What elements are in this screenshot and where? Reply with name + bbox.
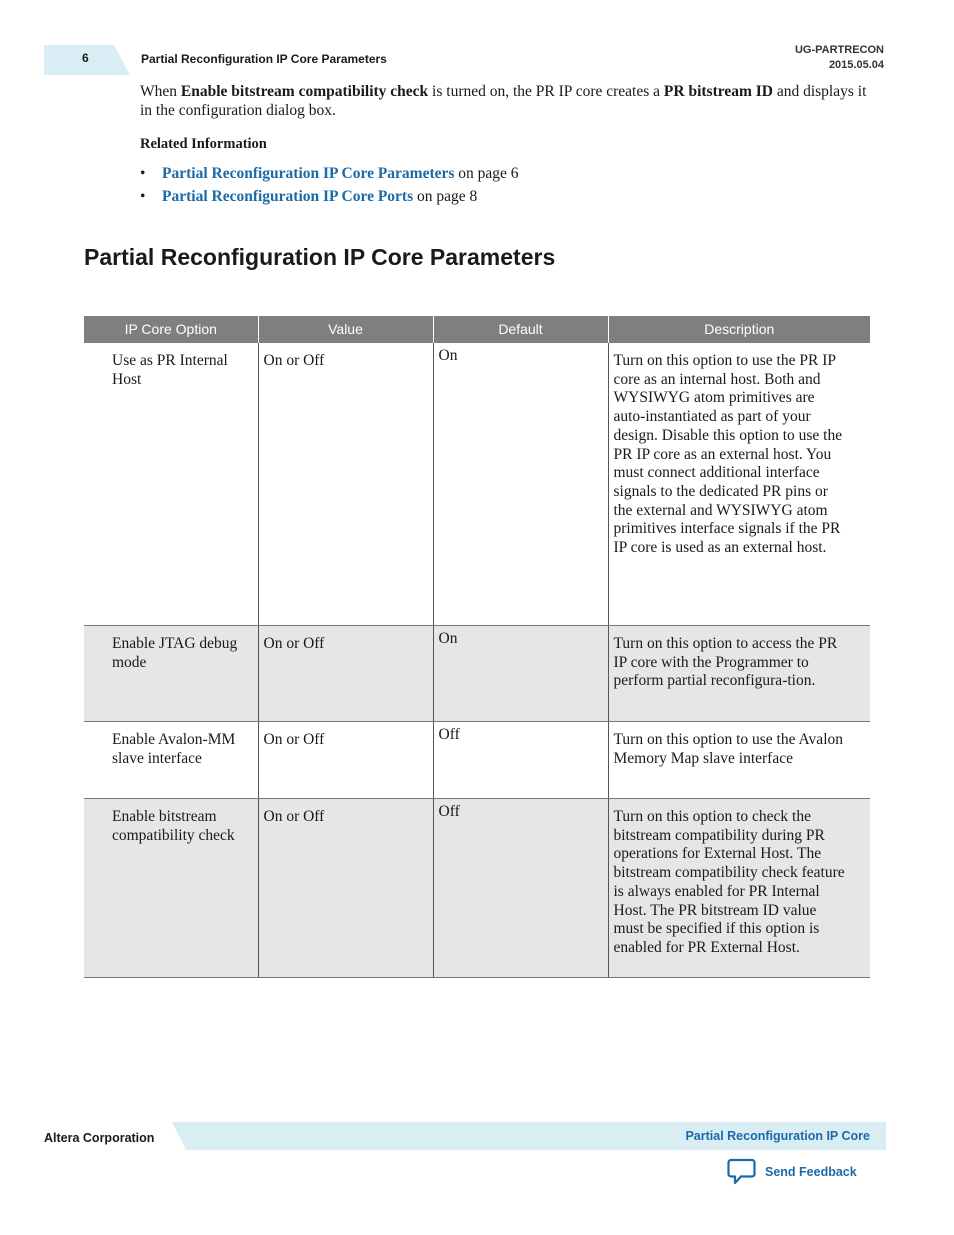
speech-bubble-icon — [727, 1158, 756, 1185]
doc-date: 2015.05.04 — [828, 59, 884, 71]
column-header-option: IP Core Option — [84, 316, 258, 343]
column-header-value: Value — [258, 316, 433, 343]
footer-company: Altera Corporation — [44, 1131, 155, 1145]
send-feedback-label[interactable]: Send Feedback — [765, 1164, 857, 1179]
related-links-list — [140, 164, 519, 210]
table-row — [84, 343, 870, 626]
cell-description: Turn on this option to check the bitstream compatibility during PR operations for External Host. The bitstream compatibility check feature is always enabled for PR Internal Host. The PR bitstream ID value must be specified if this option is enabled for PR External Host. — [608, 799, 870, 978]
table-row — [84, 799, 870, 978]
cell-option: Use as PR Internal Host — [84, 343, 258, 626]
cell-default: Off — [433, 799, 608, 978]
cell-default: On — [433, 343, 608, 626]
doc-id: UG-PARTRECON — [794, 44, 884, 56]
link-ip-core-parameters[interactable]: Partial Reconfiguration IP Core Parameters — [162, 165, 455, 182]
intro-bold-id: PR bitstream ID — [663, 83, 773, 100]
link-ip-core-ports[interactable]: Partial Reconfiguration IP Core Ports — [162, 188, 414, 205]
intro-text-3: and displays it in the configuration dialog box. — [140, 83, 867, 119]
table-header-row — [84, 316, 870, 343]
cell-description: Turn on this option to use the Avalon Memory Map slave interface — [608, 722, 870, 799]
related-link-item — [140, 187, 519, 210]
section-title: Partial Reconfiguration IP Core Parameters — [84, 244, 556, 270]
column-header-default: Default — [433, 316, 608, 343]
footer-doc-title: Partial Reconfiguration IP Core — [685, 1129, 870, 1143]
intro-paragraph — [140, 82, 880, 120]
cell-option: Enable JTAG debug mode — [84, 626, 258, 722]
cell-value: On or Off — [258, 722, 433, 799]
table-row — [84, 626, 870, 722]
cell-description: Turn on this option to access the PR IP core with the Programmer to perform partial reconfigura-tion. — [608, 626, 870, 722]
cell-value: On or Off — [258, 626, 433, 722]
header-section-title: Partial Reconfiguration IP Core Parameters — [141, 52, 387, 66]
related-link-item — [140, 164, 519, 187]
parameters-table — [84, 316, 870, 978]
intro-text-1: When — [140, 83, 181, 100]
cell-default: Off — [433, 722, 608, 799]
cell-option: Enable bitstream compatibility check — [84, 799, 258, 978]
send-feedback-link[interactable] — [727, 1158, 857, 1185]
link-page-ref: on page 8 — [413, 188, 478, 205]
cell-description: Turn on this option to use the PR IP core as an internal host. Both and WYSIWYG atom primitives are auto-instantiated as part of your design. Disable this option to use the PR IP core as an external host. You must connect additional interface signals to the dedicated PR pins or the external and WYSIWYG atom primitives interface signals if the PR IP core is used as an external host. — [608, 343, 870, 626]
cell-value: On or Off — [258, 799, 433, 978]
column-header-description: Description — [608, 316, 870, 343]
table-row — [84, 722, 870, 799]
header-doc-info — [795, 43, 884, 73]
link-page-ref: on page 6 — [454, 165, 519, 182]
intro-text-2: is turned on, the PR IP core creates a — [428, 83, 664, 100]
cell-default: On — [433, 626, 608, 722]
intro-bold-option: Enable bitstream compatibility check — [180, 83, 429, 100]
page-number: 6 — [82, 51, 89, 65]
cell-option: Enable Avalon-MM slave interface — [84, 722, 258, 799]
cell-value: On or Off — [258, 343, 433, 626]
related-information-heading: Related Information — [140, 136, 267, 152]
